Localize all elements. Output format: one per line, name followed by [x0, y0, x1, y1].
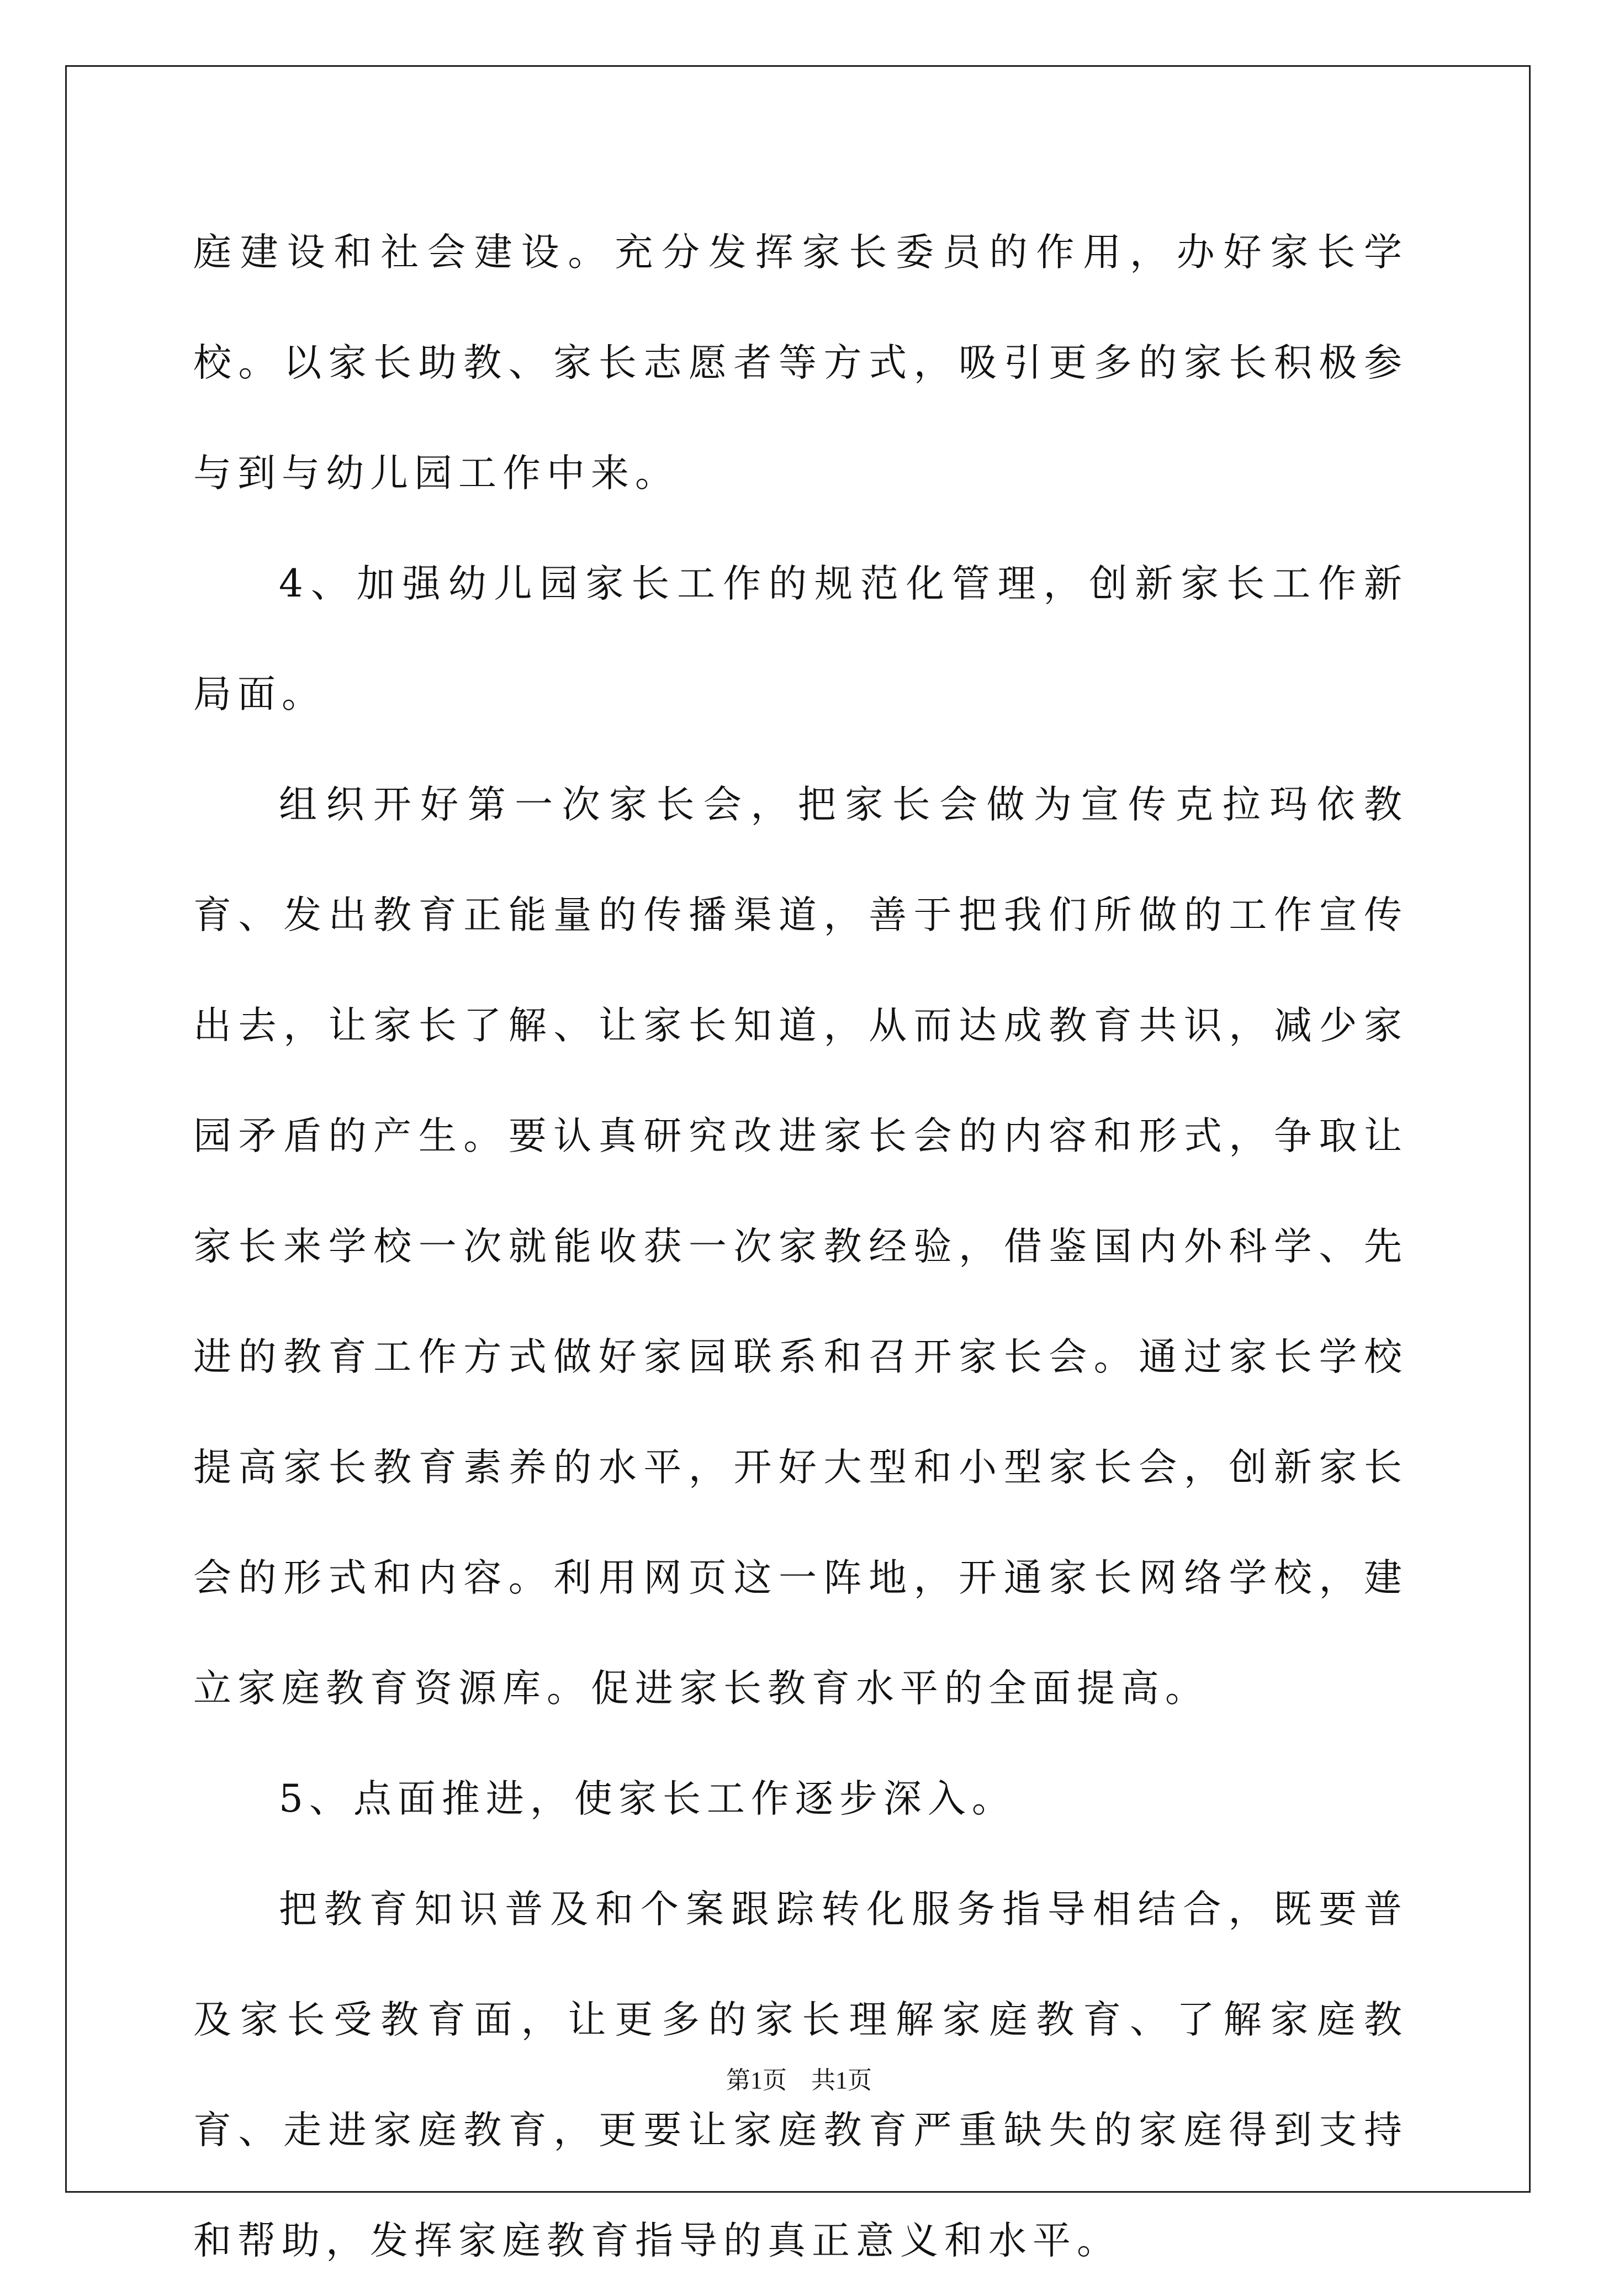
paragraph-3: 组织开好第一次家长会，把家长会做为宣传克拉玛依教育、发出教育正能量的传播渠道，善于把我们所做的工作宣传出去，让家长了解、让家长知道，从而达成教育共识，减少家园矛盾的产生。要认真研究改进家长会的内容和形式，争取让家长来学校一次就能收获一次家教经验，借鉴国内外科学、先进的教育工作方式做好家园联系和召开家长会。通过家长学校提高家长教育素养的水平，开好大型和小型家长会，创新家长会的形式和内容。利用网页这一阵地，开通家长网络学校，建立家庭教育资源库。促进家长教育水平的全面提高。 [193, 783, 1408, 1711]
document-body [193, 197, 1408, 2296]
page-number-footer: 第1页 共1页 [726, 2067, 872, 2094]
paragraph-5: 把教育知识普及和个案跟踪转化服务指导相结合，既要普及家长受教育面，让更多的家长理解家庭教育、了解家庭教育、走进家庭教育，更要让家庭教育严重缺失的家庭得到支持和帮助，发挥家庭教育指导的真正意义和水平。 [193, 1887, 1408, 2263]
paragraph-1: 庭建设和社会建设。充分发挥家长委员的作用，办好家长学校。以家长助教、家长志愿者等方式，吸引更多的家长积极参与到与幼儿园工作中来。 [193, 230, 1408, 495]
paragraph-2-heading: 4、加强幼儿园家长工作的规范化管理，创新家长工作新局面。 [193, 562, 1408, 716]
paragraph-4-heading: 5、点面推进，使家长工作逐步深入。 [279, 1777, 1016, 1821]
